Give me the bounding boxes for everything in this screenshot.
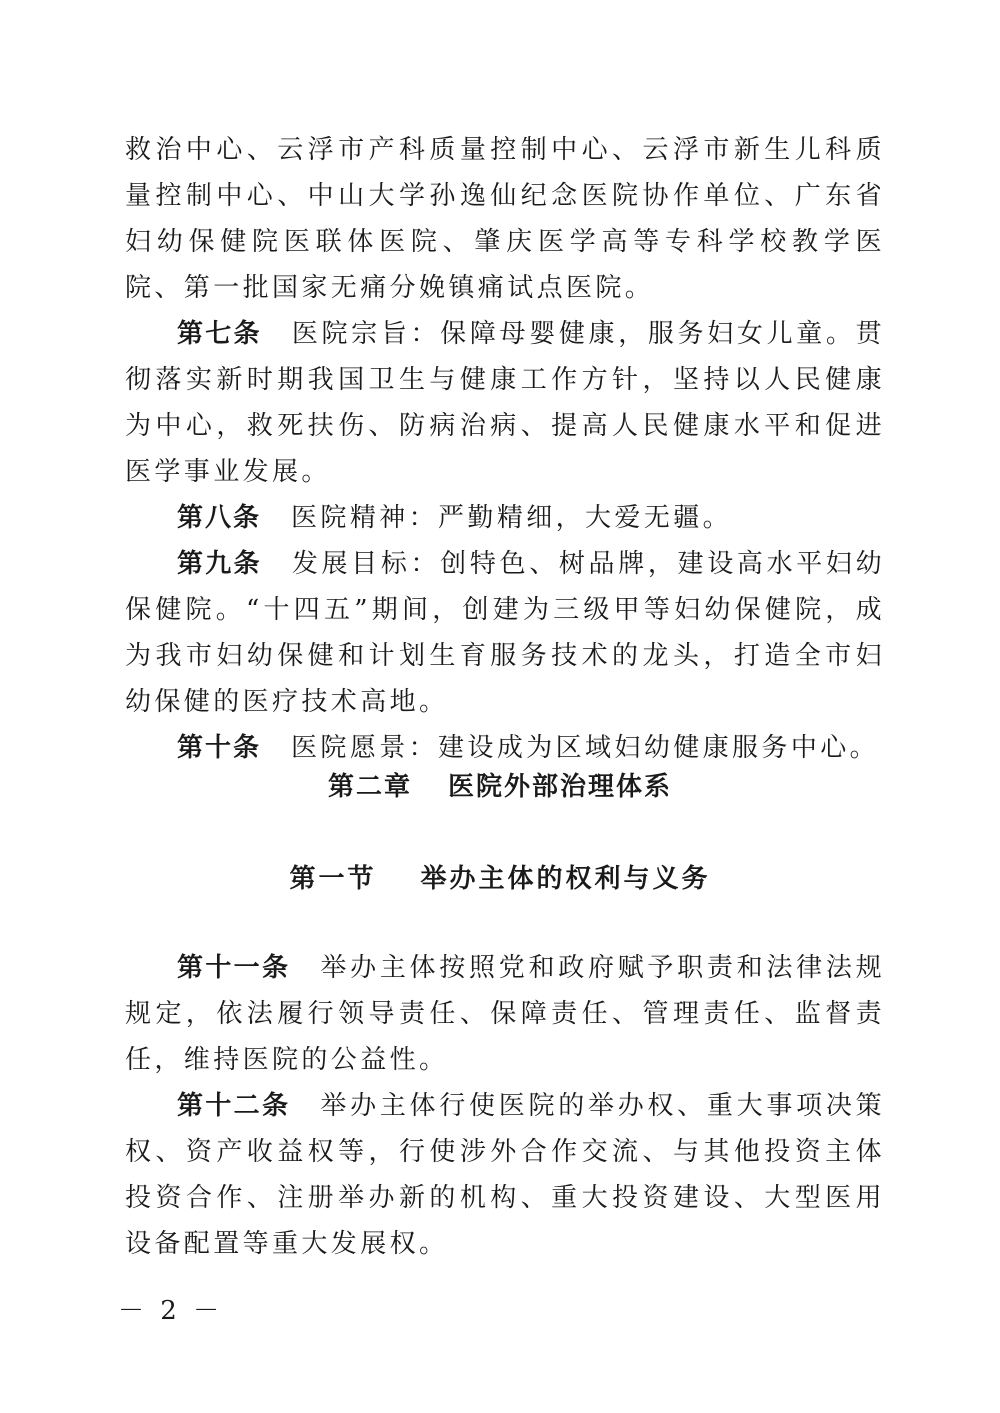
article-9 [125, 541, 885, 725]
chapter-heading [0, 766, 1000, 803]
section-title: 举办主体的权利与义务 [420, 864, 711, 894]
chapter-label: 第二章 [327, 772, 412, 802]
page-number: － 2 － [118, 1296, 224, 1326]
article-12 [125, 1083, 885, 1267]
chapter-title: 医院外部治理体系 [448, 772, 673, 802]
article-number: 第十条 [177, 733, 262, 763]
top-text-block [125, 127, 885, 771]
article-8 [125, 495, 885, 541]
article-number: 第十一条 [177, 953, 291, 983]
intro-paragraph: 救治中心、云浮市产科质量控制中心、云浮市新生儿科质量控制中心、中山大学孙逸仙纪念医院协作单位、广东省妇幼保健院医联体医院、肇庆医学高等专科学校教学医院、第一批国家无痛分娩镇痛试点医院。 [125, 135, 885, 303]
article-number: 第八条 [177, 503, 262, 533]
article-text: 医院精神：严勤精细，大爱无疆。 [291, 503, 733, 533]
section-label: 第一节 [289, 864, 377, 894]
article-11 [125, 945, 885, 1083]
article-text: 医院宗旨：保障母婴健康，服务妇女儿童。贯彻落实新时期我国卫生与健康工作方针，坚持以人民健康为中心，救死扶伤、防病治病、提高人民健康水平和促进医学事业发展。 [125, 319, 885, 487]
article-number: 第七条 [177, 319, 262, 349]
article-text: 举办主体按照党和政府赋予职责和法律法规规定，依法履行领导责任、保障责任、管理责任、监督责任，维持医院的公益性。 [125, 953, 885, 1075]
section-heading [0, 858, 1000, 895]
article-10 [125, 725, 885, 771]
article-text: 发展目标：创特色、树品牌，建设高水平妇幼保健院。“十四五”期间，创建为三级甲等妇幼保健院，成为我市妇幼保健和计划生育服务技术的龙头，打造全市妇幼保健的医疗技术高地。 [125, 549, 885, 717]
article-number: 第九条 [177, 549, 262, 579]
article-number: 第十二条 [177, 1091, 291, 1121]
article-text: 举办主体行使医院的举办权、重大事项决策权、资产收益权等，行使涉外合作交流、与其他投资主体投资合作、注册举办新的机构、重大投资建设、大型医用设备配置等重大发展权。 [125, 1091, 885, 1259]
article-text: 医院愿景：建设成为区域妇幼健康服务中心。 [291, 733, 880, 763]
bottom-text-block [125, 945, 885, 1267]
article-7 [125, 311, 885, 495]
